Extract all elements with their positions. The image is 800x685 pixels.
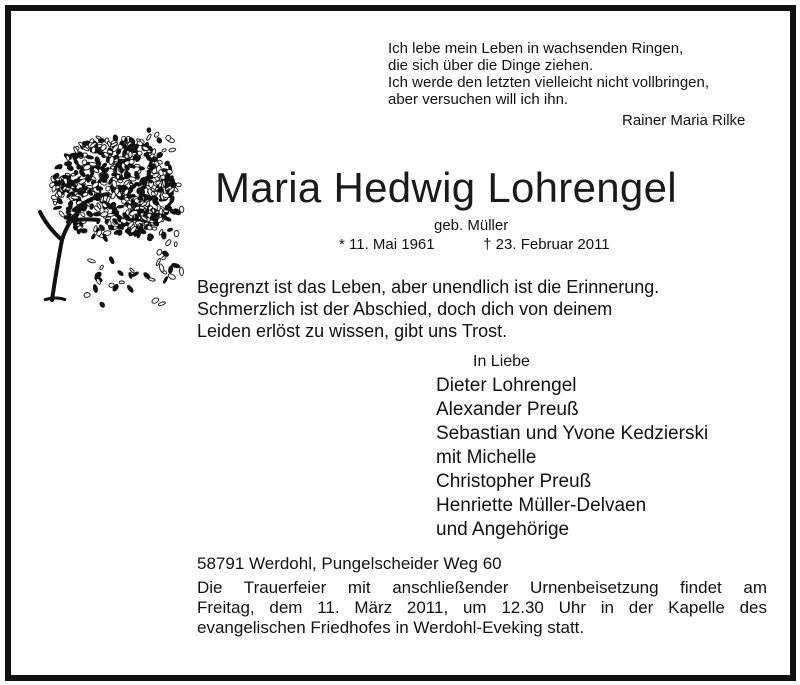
funeral-notice	[197, 578, 767, 638]
deceased-name: Maria Hedwig Lohrengel	[215, 164, 677, 211]
mourner-name: Christopher Preuß	[436, 471, 592, 492]
birth-date: * 11. Mai 1961	[339, 236, 435, 253]
poem	[388, 40, 709, 108]
mourner-name: Dieter Lohrengel	[436, 375, 577, 396]
mourner-name: Sebastian und Yvone Kedzierski	[436, 423, 709, 444]
poem-author: Rainer Maria Rilke	[622, 112, 746, 129]
poem-line: aber versuchen will ich ihn.	[388, 91, 569, 108]
poem-line: Ich lebe mein Leben in wachsenden Ringen,	[388, 40, 684, 57]
poem-line: die sich über die Dinge ziehen.	[388, 57, 594, 74]
mourner-name: und Angehörige	[436, 519, 570, 540]
mourners-list	[436, 374, 708, 542]
verse-line: Leiden erlöst zu wissen, gibt uns Trost.	[197, 321, 508, 341]
verse-line: Begrenzt ist das Leben, aber unendlich ist die Erinnerung.	[197, 277, 660, 297]
funeral-line: evangelischen Friedhofes in Werdohl-Eveking statt.	[197, 618, 585, 637]
funeral-line: Freitag, dem 11. März 2011, um 12.30 Uhr in der Kapelle des	[197, 598, 767, 617]
mourners-intro: In Liebe	[473, 353, 530, 370]
funeral-line: Die Trauerfeier mit anschließender Urnenbeisetzung findet am	[197, 578, 767, 597]
death-date: † 23. Februar 2011	[483, 236, 610, 253]
mourner-name: Alexander Preuß	[436, 399, 579, 420]
mourner-name: mit Michelle	[436, 447, 537, 468]
verse-line: Schmerzlich ist der Abschied, doch dich von deinem	[197, 299, 613, 319]
mourner-name: Henriette Müller-Delvaen	[436, 495, 647, 516]
life-dates	[339, 236, 610, 253]
mourning-address: 58791 Werdohl, Pungelscheider Weg 60	[197, 554, 502, 573]
memorial-verse	[197, 276, 659, 342]
birth-name: geb. Müller	[434, 217, 509, 234]
poem-line: Ich werde den letzten vielleicht nicht vollbringen,	[388, 74, 710, 91]
windblown-tree-icon	[22, 110, 192, 315]
